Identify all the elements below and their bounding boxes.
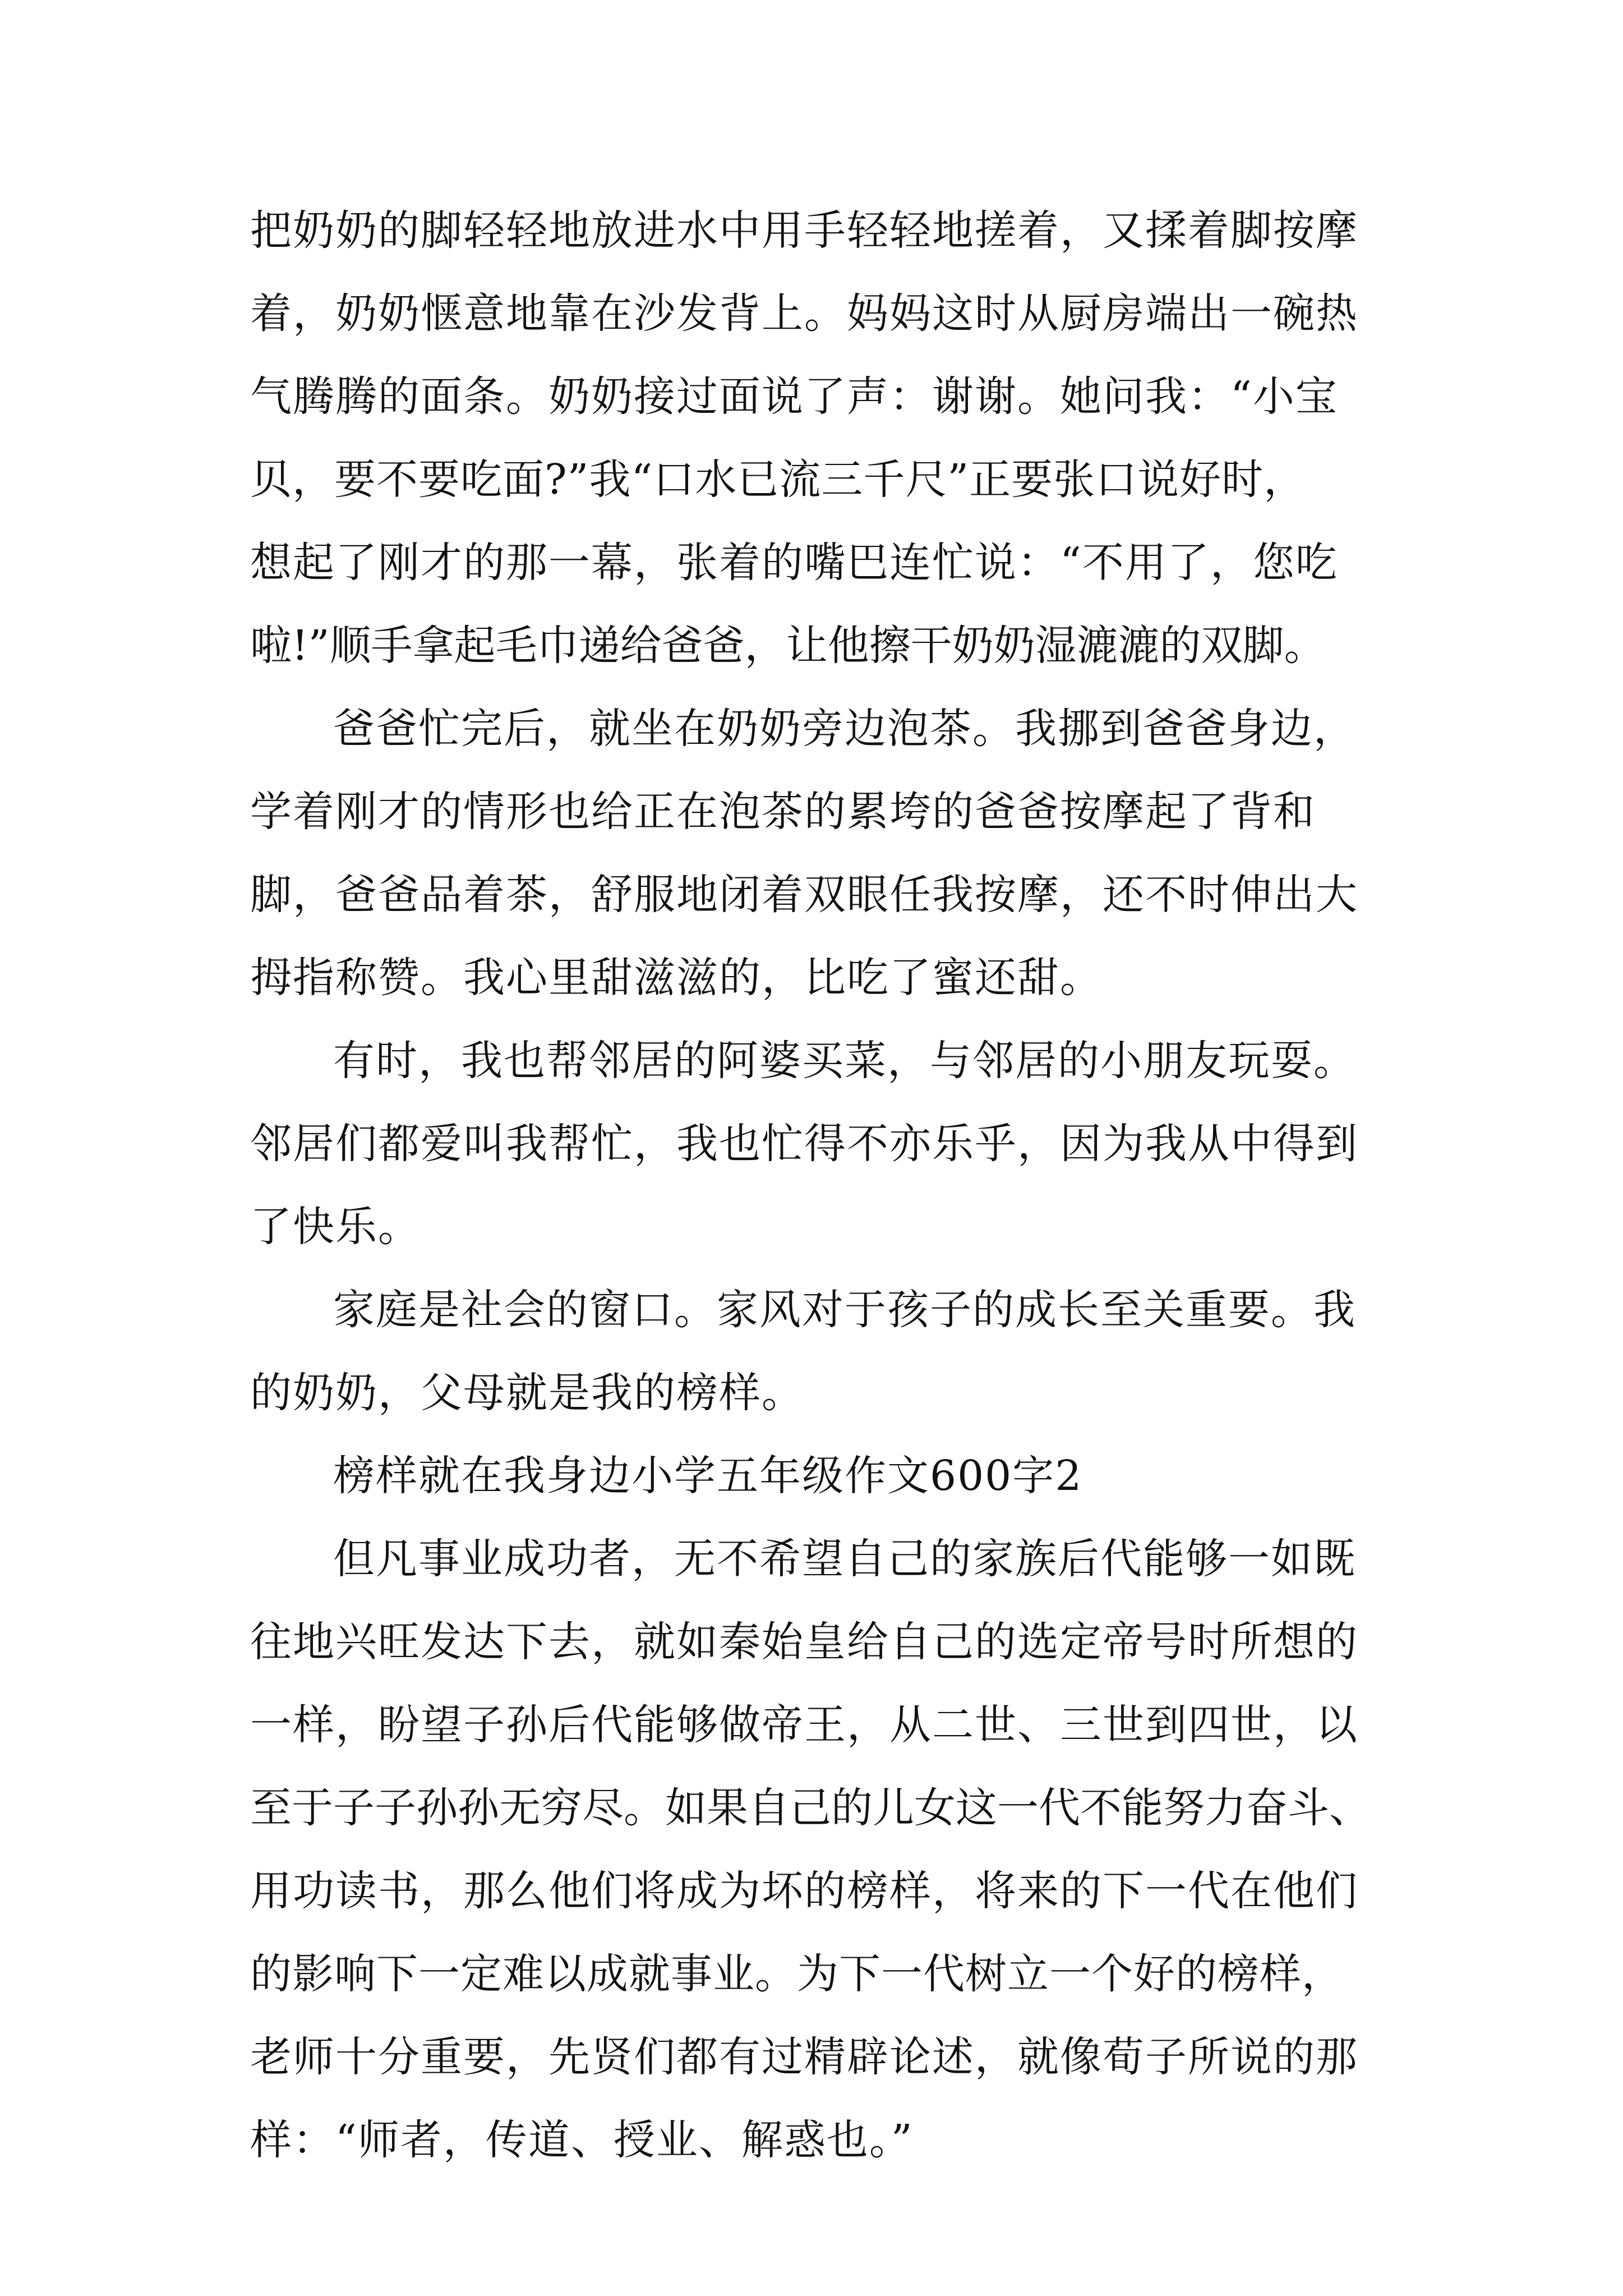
text-line: 爸爸忙完后，就坐在奶奶旁边泡茶。我挪到爸爸身边， — [333, 705, 1356, 753]
text-line: 了快乐。 — [250, 1203, 421, 1251]
text-line: 但凡事业成功者，无不希望自己的家族后代能够一如既 — [333, 1535, 1356, 1583]
text-line: 想起了刚才的那一幕，张着的嘴巴连忙说：“不用了，您吃 — [250, 539, 1338, 587]
text-line: 啦!”顺手拿起毛巾递给爸爸，让他擦干奶奶湿漉漉的双脚。 — [250, 622, 1326, 670]
text-line: 学着刚才的情形也给正在泡茶的累垮的爸爸按摩起了背和 — [250, 788, 1316, 836]
section-heading: 榜样就在我身边小学五年级作文600字2 — [333, 1452, 1083, 1500]
text-line: 气腾腾的面条。奶奶接过面说了声：谢谢。她问我：“小宝 — [250, 372, 1338, 421]
text-line: 往地兴旺发达下去，就如秦始皇给自己的选定帝号时所想的 — [250, 1618, 1358, 1666]
text-line: 至于子子孙孙无穷尽。如果自己的儿女这一代不能努力奋斗、 — [250, 1784, 1371, 1832]
text-line: 贝，要不要吃面?”我“口水已流三千尺”正要张口说好时， — [250, 455, 1306, 504]
text-line: 老师十分重要，先贤们都有过精辟论述，就像荀子所说的那 — [250, 2033, 1358, 2081]
text-line: 家庭是社会的窗口。家风对于孩子的成长至关重要。我 — [333, 1286, 1356, 1334]
text-line: 的影响下一定难以成就事业。为下一代树立一个好的榜样， — [250, 1950, 1344, 1998]
text-line: 把奶奶的脚轻轻地放进水中用手轻轻地搓着，又揉着脚按摩 — [250, 206, 1358, 255]
text-line: 拇指称赞。我心里甜滋滋的，比吃了蜜还甜。 — [250, 954, 1103, 1002]
text-line: 脚，爸爸品着茶，舒服地闭着双眼任我按摩，还不时伸出大 — [250, 871, 1358, 919]
text-line: 用功读书，那么他们将成为坏的榜样，将来的下一代在他们 — [250, 1867, 1358, 1915]
text-line: 有时，我也帮邻居的阿婆买菜，与邻居的小朋友玩耍。 — [333, 1037, 1356, 1085]
text-line: 着，奶奶惬意地靠在沙发背上。妈妈这时从厨房端出一碗热 — [250, 289, 1358, 338]
text-line: 样：“师者，传道、授业、解惑也。” — [250, 2116, 914, 2164]
text-line: 邻居们都爱叫我帮忙，我也忙得不亦乐乎，因为我从中得到 — [250, 1120, 1358, 1168]
text-line: 的奶奶，父母就是我的榜样。 — [250, 1369, 804, 1417]
text-line: 一样，盼望子孙后代能够做帝王，从二世、三世到四世，以 — [250, 1701, 1358, 1749]
